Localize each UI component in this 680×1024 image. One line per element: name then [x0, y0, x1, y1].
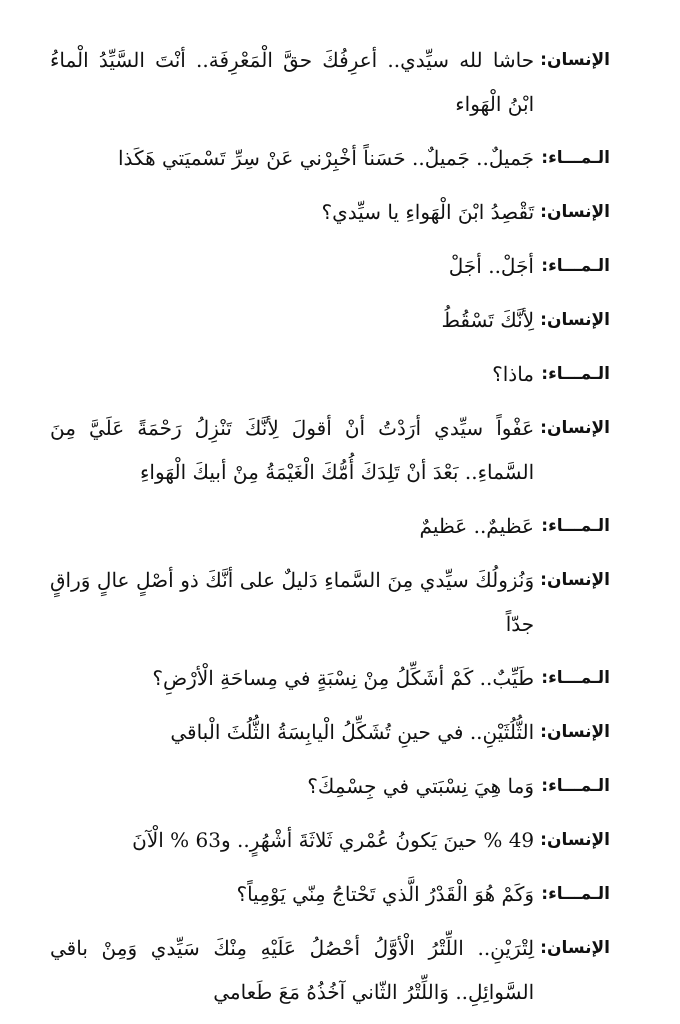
- speaker-label: الإنسان:: [540, 830, 610, 850]
- speaker-label: الإنسان:: [540, 418, 610, 438]
- line-text: حاشا لله سيِّدي.. أعرِفُكَ حقَّ الْمَعْرِفَة.. أنْتَ السَّيِّدُ الْماءُ ابْنُ الْهَواء: [50, 48, 535, 116]
- speaker-label: الـمـــاء:: [541, 668, 610, 688]
- line-text: وَنُزولُكَ سيِّدي مِنَ السَّماءِ دَليلٌ على أنَّكَ ذو أصْلٍ عالٍ وَراقٍ جدّاً: [50, 568, 535, 636]
- speaker-label: الإنسان:: [540, 202, 610, 222]
- dialogue-line: [50, 558, 610, 646]
- dialogue-line: [50, 926, 610, 1014]
- speaker-label: الإنسان:: [540, 310, 610, 330]
- dialogue-line: [50, 38, 610, 126]
- line-text: أجَلْ.. أجَلْ: [448, 254, 534, 278]
- dialogue-line: [50, 710, 610, 754]
- line-text: وَكَمْ هُوَ الْقَدْرُ الَّذي تَحْتاجُ مِنّي يَوْمِياً؟: [236, 882, 534, 906]
- speaker-label: الإنسان:: [540, 570, 610, 590]
- speaker-label: الـمـــاء:: [541, 148, 610, 168]
- dialogue-line: [50, 352, 610, 396]
- line-text: وَما هِيَ نِسْبَتي في جِسْمِكَ؟: [307, 774, 534, 798]
- line-text: 49 % حينَ يَكونُ عُمْري ثَلاثَةَ أشْهُرٍ.. و63 % الْآنَ: [132, 828, 535, 852]
- line-text: تَقْصِدُ ابْنَ الْهَواءِ يا سيِّدي؟: [321, 200, 535, 224]
- dialogue-line: [50, 872, 610, 916]
- dialogue-line: [50, 764, 610, 808]
- speaker-label: الإنسان:: [540, 722, 610, 742]
- dialogue-line: [50, 504, 610, 548]
- dialogue-line: [50, 656, 610, 700]
- speaker-label: الـمـــاء:: [541, 364, 610, 384]
- dialogue-line: [50, 244, 610, 288]
- dialogue-line: [50, 818, 610, 862]
- speaker-label: الـمـــاء:: [541, 516, 610, 536]
- line-text: الثُّلُثَيْنِ.. في حينِ تُشَكِّلُ الْيابِسَةُ الثُّلُثَ الْباقي: [170, 720, 535, 744]
- speaker-label: الـمـــاء:: [541, 256, 610, 276]
- dialogue-line: [50, 298, 610, 342]
- line-text: عَظيمٌ.. عَظيمٌ: [419, 514, 534, 538]
- line-text: ماذا؟: [492, 362, 534, 386]
- dialogue-line: [50, 406, 610, 494]
- dialogue-line: [50, 136, 610, 180]
- line-text: طَيِّبٌ.. كَمْ أشَكِّلُ مِنْ نِسْبَةٍ في مِساحَةِ الْأرْضِ؟: [152, 666, 534, 690]
- dialogue-line: [50, 190, 610, 234]
- speaker-label: الإنسان:: [540, 938, 610, 958]
- line-text: لِتْرَيْنِ.. اللِّتْرُ الْأوَّلُ أحْصُلُ عَلَيْهِ مِنْكَ سَيِّدي وَمِنْ باقي السَّوائِلِ.. وَاللِّتْرُ الثّاني آخُذُهُ مَعَ طَعامي: [50, 936, 535, 1004]
- line-text: عَفْواً سيِّدي أرَدْتُ أنْ أقولَ لِأنَّكَ تَنْزِلُ رَحْمَةً عَلَيَّ مِنَ السَّماءِ.. بَعْدَ أنْ تَلِدَكَ أُمُّكَ الْغَيْمَةُ مِنْ أبيكَ الْهَواءِ: [50, 416, 535, 484]
- line-text: جَميلٌ.. جَميلٌ.. حَسَناً أخْبِرْني عَنْ سِرِّ تَسْميَتي هَكَذا: [117, 146, 534, 170]
- speaker-label: الإنسان:: [540, 50, 610, 70]
- dialogue-page: [50, 38, 610, 1024]
- line-text: لِأنَّكَ تَسْقُطُ: [441, 308, 535, 332]
- speaker-label: الـمـــاء:: [541, 776, 610, 796]
- speaker-label: الـمـــاء:: [541, 884, 610, 904]
